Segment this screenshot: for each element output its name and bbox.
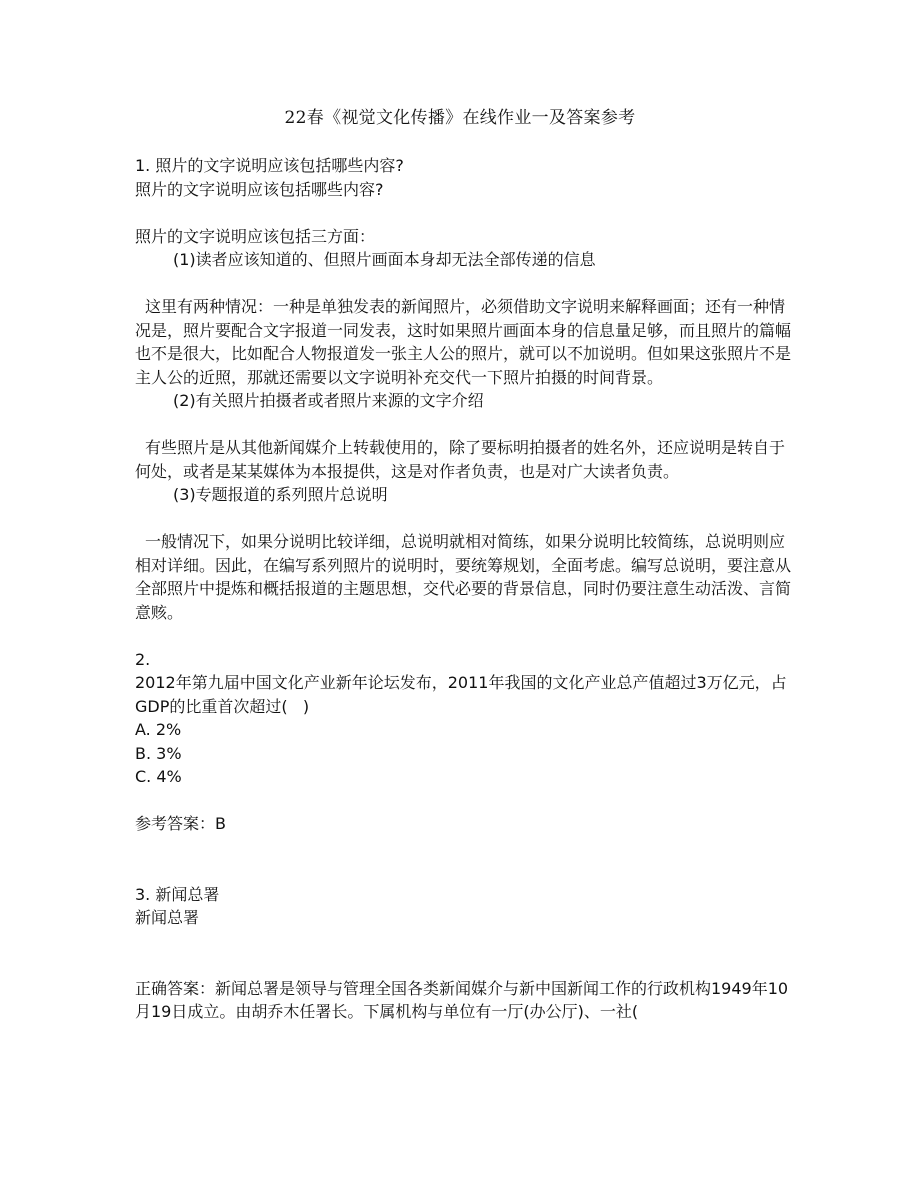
spacer (135, 836, 795, 883)
q2-option-c: C. 4% (135, 767, 182, 786)
spacer (135, 507, 795, 531)
spacer (135, 789, 795, 813)
spacer (135, 624, 795, 648)
document-body (135, 154, 795, 1024)
spacer (135, 930, 795, 977)
q1-item-3-text: 一般情况下，如果分说明比较详细，总说明就相对简练，如果分说明比较简练，总说明则应相对详细。因此，在编写系列照片的说明时，要统筹规划，全面考虑。编写总说明，要注意从全部照片中提炼和概括报道的主题思想，交代必要的背景信息，同时仍要注意生动活泼、言简意赅。 (135, 532, 792, 622)
q2-option-a: A. 2% (135, 720, 182, 739)
q1-item-1-text: 这里有两种情况：一种是单独发表的新闻照片，必须借助文字说明来解释画面；还有一种情况是，照片要配合文字报道一同发表，这时如果照片画面本身的信息量足够，而且照片的篇幅也不是很大，比如配合人物报道发一张主人公的照片，就可以不加说明。但如果这张照片不是主人公的近照，那就还需要以文字说明补充交代一下照片拍摄的时间背景。 (135, 297, 792, 387)
q1-item-3: (3)专题报道的系列照片总说明 (173, 485, 388, 504)
spacer (135, 201, 795, 225)
q1-item-1: (1)读者应该知道的、但照片画面本身却无法全部传递的信息 (173, 250, 596, 269)
q1-item-2: (2)有关照片拍摄者或者照片来源的文字介绍 (173, 391, 484, 410)
q2-answer: 参考答案：B (135, 814, 226, 833)
spacer (135, 272, 795, 296)
q3-question: 新闻总署 (135, 908, 200, 927)
q1-item-2-text: 有些照片是从其他新闻媒介上转载使用的，除了要标明拍摄者的姓名外，还应说明是转自于何处，或者是某某媒体为本报提供，这是对作者负责，也是对广大读者负责。 (135, 438, 786, 481)
q2-option-b: B. 3% (135, 743, 182, 763)
q1-answer-intro: 照片的文字说明应该包括三方面： (135, 226, 376, 246)
q2-question: 2012年第九届中国文化产业新年论坛发布，2011年我国的文化产业总产值超过3万亿元，占GDP的比重首次超过( ) (135, 673, 787, 716)
q3-number-line: 3. 新闻总署 (135, 884, 220, 904)
q3-answer: 正确答案：新闻总署是领导与管理全国各类新闻媒介与新中国新闻工作的行政机构1949年10月19日成立。由胡乔木任署长。下属机构与单位有一厅(办公厅)、一社( (135, 978, 789, 1021)
q2-number-line: 2. (135, 649, 151, 669)
q1-number-line: 1. 照片的文字说明应该包括哪些内容? (135, 156, 404, 175)
q1-question: 照片的文字说明应该包括哪些内容? (135, 179, 384, 199)
document-title: 22春《视觉文化传播》在线作业一及答案参考 (284, 108, 636, 128)
spacer (135, 413, 795, 437)
